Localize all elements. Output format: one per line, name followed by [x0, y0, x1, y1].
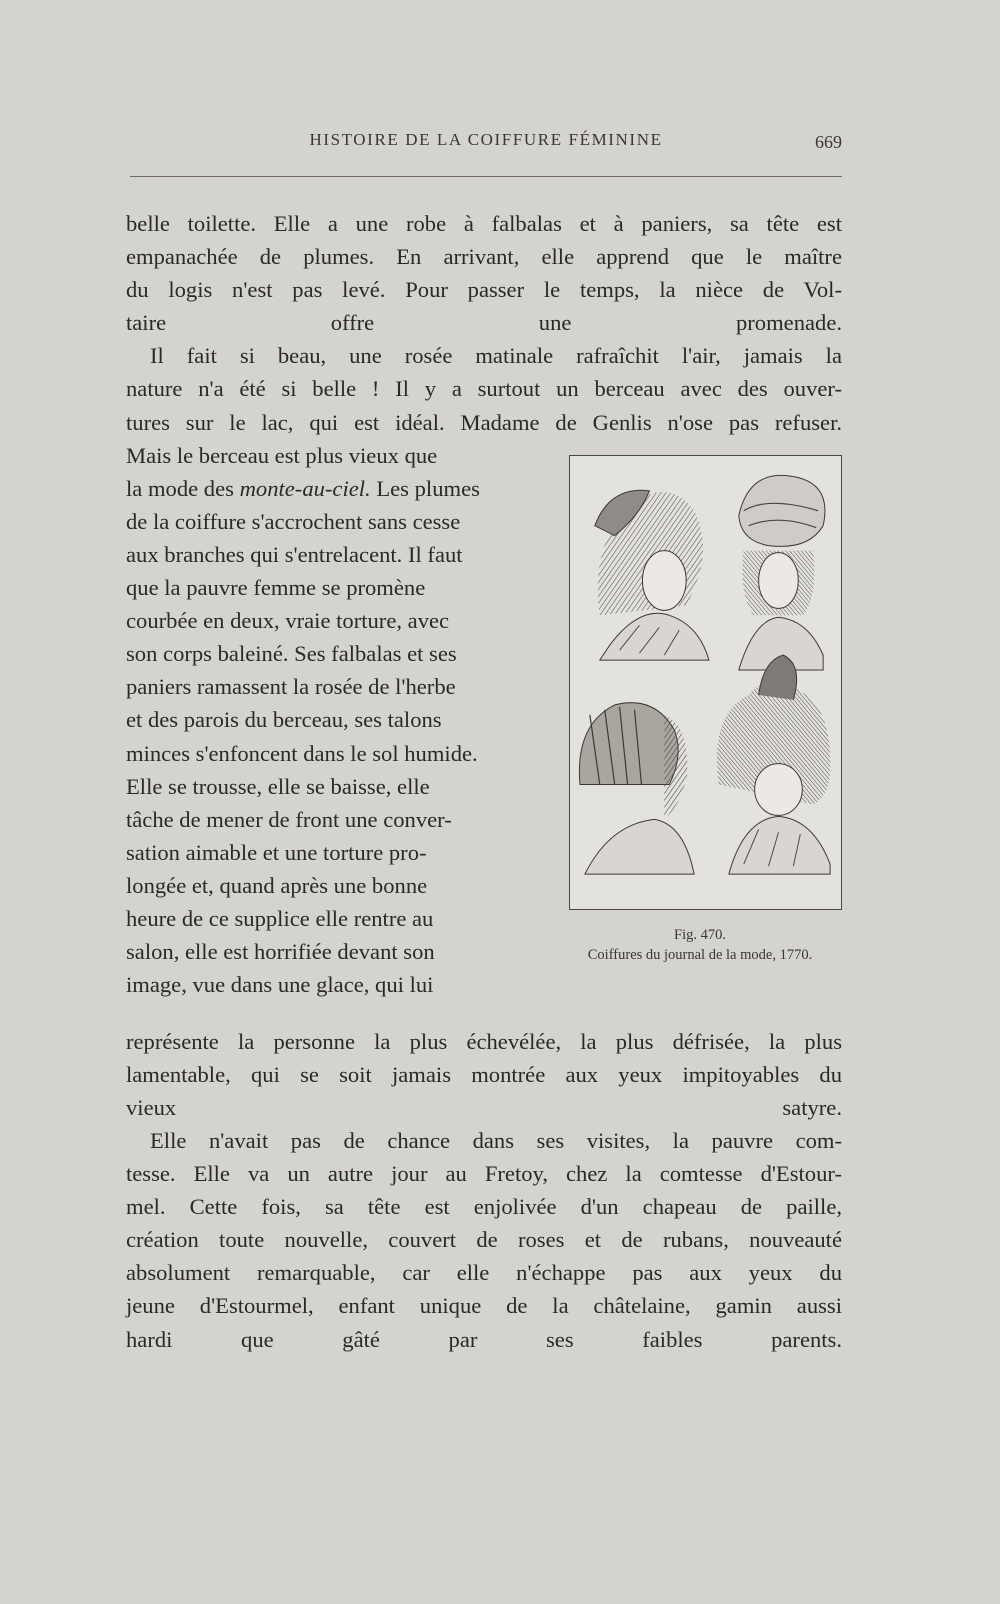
paragraph-2-top [126, 339, 842, 438]
text-line: Mais le berceau est plus vieux que [126, 442, 438, 468]
text-line: absolument remarquable, car elle n'échappe pas aux yeux du [126, 1260, 842, 1286]
figure-caption-text: Coiffures du journal de la mode, 1770. [587, 946, 813, 963]
text-line: du logis n'est pas levé. Pour passer le temps, la nièce de Vol- [126, 277, 842, 303]
italic-term: monte-au-ciel. [239, 475, 371, 501]
text-line: tâche de mener de front une conver- [126, 806, 452, 832]
text-line: mel. Cette fois, sa tête est enjolivée d'un chapeau de paille, [126, 1194, 842, 1220]
text-line: hardi que gâté par ses faibles parents. [126, 1326, 842, 1352]
paragraph-2-bottom [126, 1025, 842, 1124]
page-number: 669 [815, 132, 842, 152]
text-line: belle toilette. Elle a une robe à falbalas et à paniers, sa tête est [126, 211, 842, 236]
text-line: longée et, quand après une bonne [126, 872, 428, 898]
text-line: jeune d'Estourmel, enfant unique de la châtelaine, gamin aussi [126, 1293, 842, 1319]
text-line: salon, elle est horrifiée devant son [126, 939, 435, 965]
text-line: courbée en deux, vraie torture, avec [126, 608, 450, 634]
paragraph-1 [126, 207, 842, 339]
text-line: représente la personne la plus échevélée, la plus défrisée, la plus [126, 1028, 842, 1054]
figure-number: Fig. 470. [674, 926, 726, 943]
text-line: son corps baleiné. Ses falbalas et ses [126, 641, 457, 667]
text-line: minces s'enfoncent dans le sol humide. [126, 740, 478, 766]
coiffure-engraving-icon [570, 456, 841, 909]
text-line: heure de ce supplice elle rentre au [126, 905, 434, 931]
text-line: aux branches qui s'entrelacent. Il faut [126, 541, 463, 567]
header-rule [130, 176, 842, 177]
figure-illustration [569, 455, 842, 910]
text-line: taire offre une promenade. [126, 310, 842, 336]
text-fragment: la mode des [126, 475, 240, 501]
text-line: sation aimable et une torture pro- [126, 839, 427, 865]
text-line: Il fait si beau, une rosée matinale rafraîchit l'air, jamais la [150, 343, 842, 369]
text-line: de la coiffure s'accrochent sans cesse [126, 508, 461, 534]
text-line: et des parois du berceau, ses talons [126, 707, 442, 733]
text-fragment: Les plumes [370, 475, 480, 501]
text-line [126, 476, 480, 501]
text-line: vieux satyre. [126, 1094, 842, 1120]
text-line: paniers ramassent la rosée de l'herbe [126, 674, 456, 700]
text-line: tures sur le lac, qui est idéal. Madame de Genlis n'ose pas refuser. [126, 409, 842, 435]
text-line: nature n'a été si belle ! Il y a surtout un berceau avec des ouver- [126, 376, 842, 402]
text-line: création toute nouvelle, couvert de roses et de rubans, nouveauté [126, 1227, 842, 1253]
text-line: Elle se trousse, elle se baisse, elle [126, 773, 430, 799]
page-header [130, 130, 842, 160]
figure-470 [558, 455, 842, 1025]
text-line: image, vue dans une glace, qui lui [126, 972, 434, 998]
text-line: empanachée de plumes. En arrivant, elle apprend que le maître [126, 244, 842, 270]
body-text [126, 207, 842, 1356]
text-line: que la pauvre femme se promène [126, 575, 426, 601]
paragraph-3 [126, 1124, 842, 1356]
text-line: Elle n'avait pas de chance dans ses visites, la pauvre com- [150, 1127, 842, 1153]
running-head: HISTOIRE DE LA COIFFURE FÉMININE [309, 130, 663, 149]
text-line: lamentable, qui se soit jamais montrée aux yeux impitoyables du [126, 1061, 842, 1087]
figure-caption [558, 925, 842, 965]
text-line: tesse. Elle va un autre jour au Fretoy, chez la comtesse d'Estour- [126, 1161, 842, 1187]
